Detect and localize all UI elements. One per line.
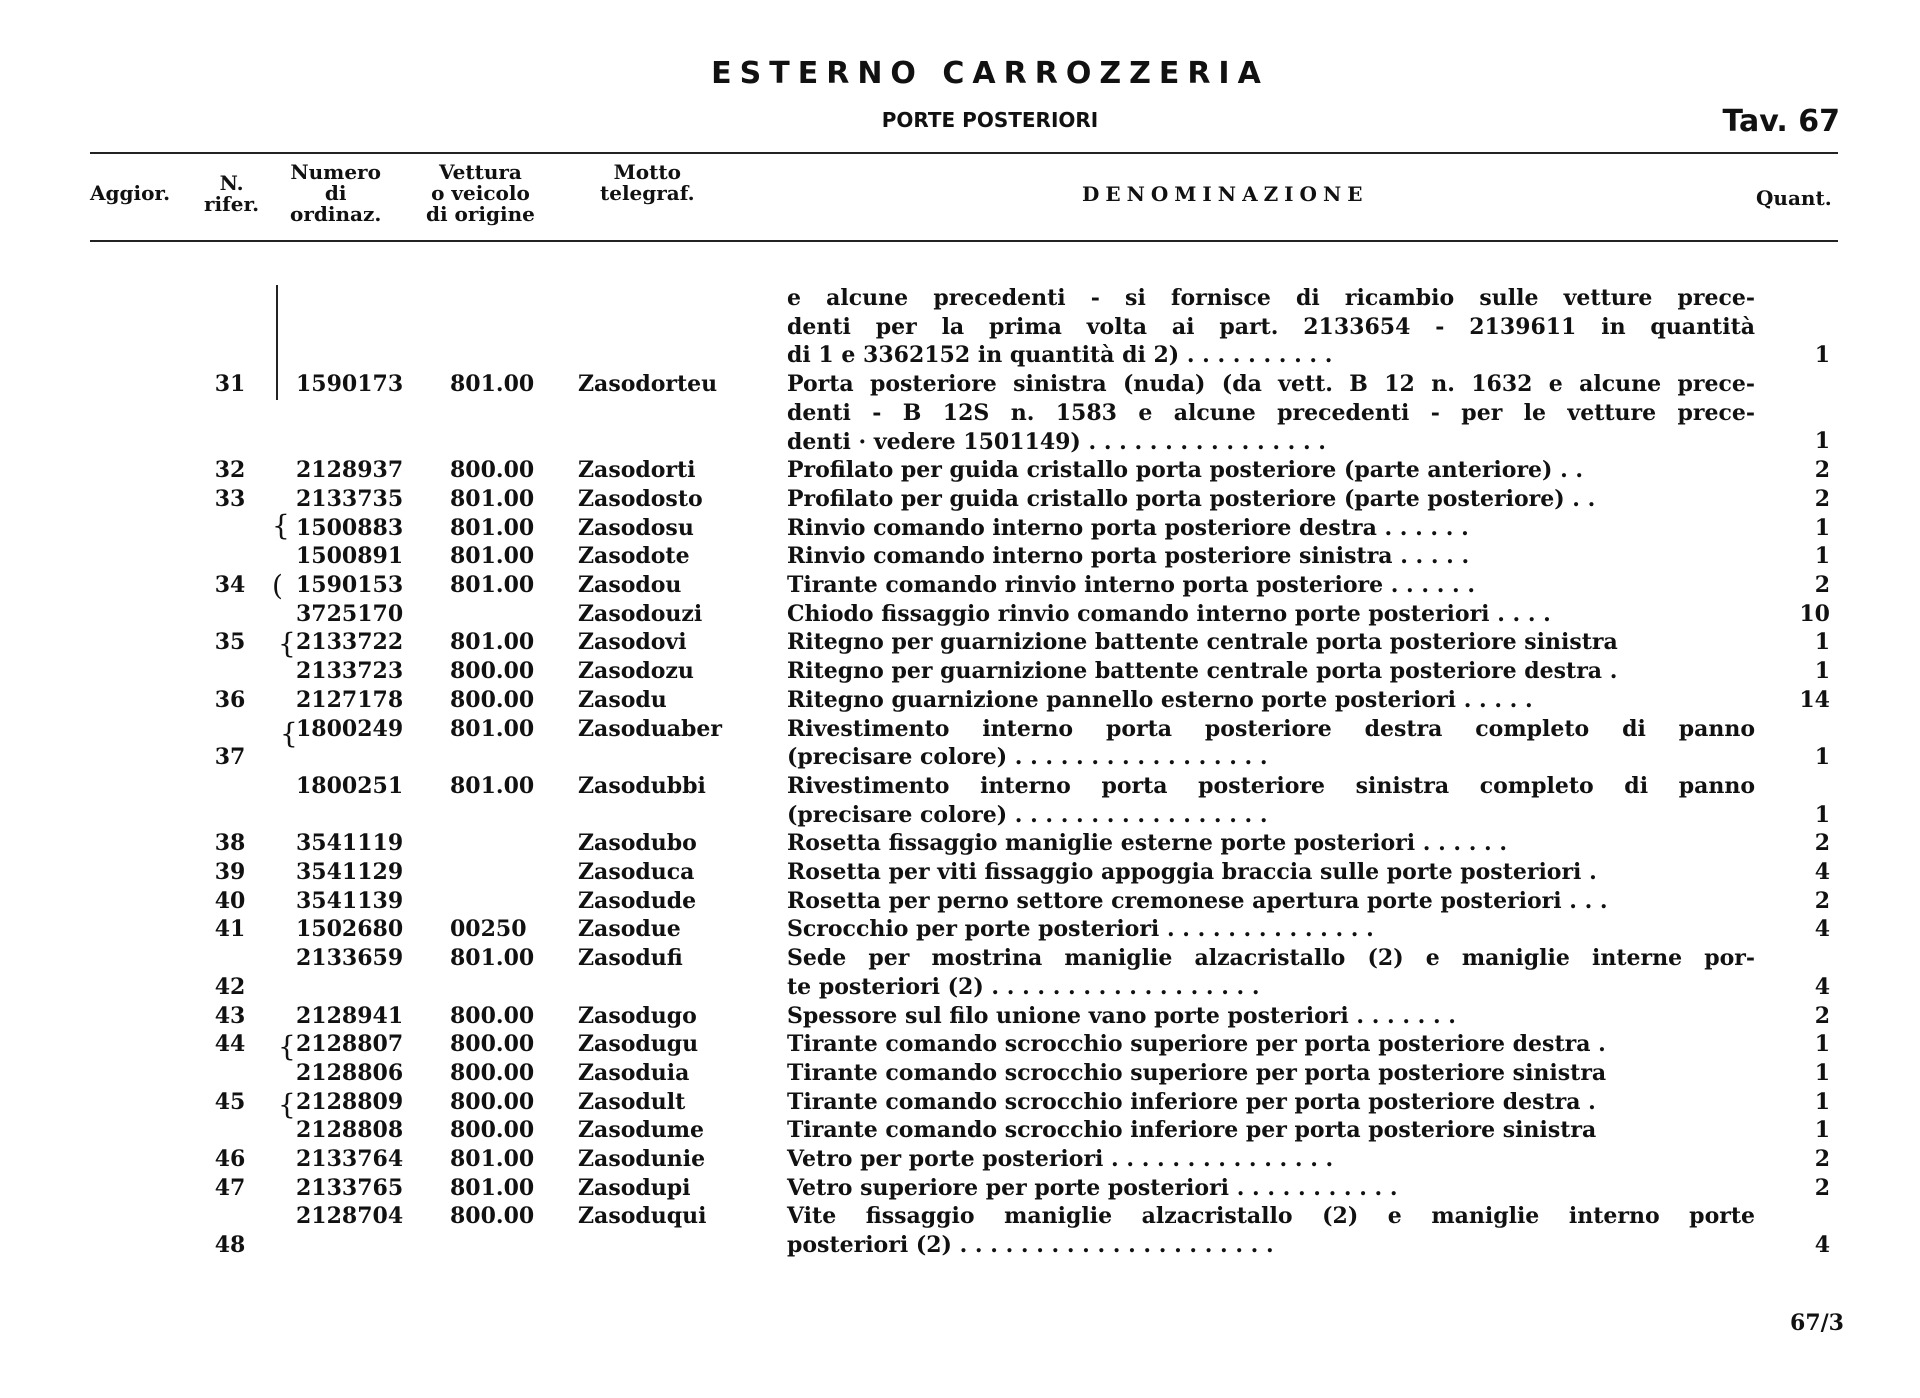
quantity: 1 <box>1814 801 1830 828</box>
vehicle-origin: 801.00 <box>450 485 535 512</box>
bracket-45: { <box>278 1088 296 1121</box>
table-row <box>0 772 1920 829</box>
order-number: 2128809 <box>296 1088 404 1115</box>
telegraph-code: Zasodorti <box>578 457 696 484</box>
page-number: 67/3 <box>1790 1310 1844 1336</box>
quantity: 14 <box>1799 686 1830 713</box>
ref-number: 37 <box>214 744 246 771</box>
vehicle-origin: 00250 <box>450 916 527 943</box>
quantity: 1 <box>1814 658 1830 685</box>
quantity: 2 <box>1814 1174 1830 1201</box>
vehicle-origin: 801.00 <box>450 514 535 541</box>
denomination <box>787 944 1755 1001</box>
telegraph-code: Zasodou <box>578 572 682 598</box>
telegraph-code: Zasodorteu <box>578 371 718 398</box>
table-row <box>0 456 1920 485</box>
quantity: 4 <box>1814 1232 1830 1259</box>
denomination <box>787 485 1755 514</box>
page-subtitle: PORTE POSTERIORI <box>881 108 1099 132</box>
denomination-line: Vite fissaggio maniglie alzacristallo (2) e maniglie interno porte <box>787 1203 1755 1230</box>
ref-number: 48 <box>214 1232 246 1259</box>
quantity: 1 <box>1814 1117 1830 1144</box>
telegraph-code: Zasodupi <box>578 1174 691 1201</box>
telegraph-code: Zasodosu <box>578 514 694 541</box>
denomination-line: e alcune precedenti - si fornisce di ricambio sulle vetture prece- <box>787 285 1755 311</box>
telegraph-code: Zasodue <box>578 916 681 943</box>
quantity: 10 <box>1799 600 1830 627</box>
order-number: 2128704 <box>296 1203 404 1230</box>
vehicle-origin: 801.00 <box>450 945 535 972</box>
ref-number: 46 <box>214 1146 246 1172</box>
header-rule-bottom <box>90 240 1838 242</box>
denomination-line: Chiodo fissaggio rinvio comando interno porte posteriori . . . . <box>787 600 1551 627</box>
quantity: 1 <box>1814 1031 1830 1058</box>
denomination-line: Rosetta per perno settore cremonese apertura porte posteriori . . . <box>787 887 1608 914</box>
denomination-line: posteriori (2) . . . . . . . . . . . . . . . . . . . . . <box>787 1232 1274 1259</box>
denomination <box>787 829 1755 858</box>
bracket-34: { <box>272 509 290 542</box>
denomination <box>787 1002 1755 1031</box>
quantity: 1 <box>1814 629 1830 656</box>
order-number: 3541129 <box>296 859 404 885</box>
page-title: ESTERNO CARROZZERIA <box>711 56 1269 91</box>
ref-number: 41 <box>214 916 246 943</box>
order-number: 2133765 <box>296 1174 404 1201</box>
table-row <box>0 915 1920 944</box>
denomination-line: Rinvio comando interno porta posteriore sinistra . . . . . <box>787 543 1470 570</box>
telegraph-code: Zasodovi <box>578 629 687 656</box>
denomination <box>787 571 1755 600</box>
vehicle-origin: 801.00 <box>450 1146 535 1172</box>
ref-number: 36 <box>214 686 246 713</box>
denomination <box>787 1059 1755 1088</box>
denomination-line: Porta posteriore sinistra (nuda) (da vett. B 12 n. 1632 e alcune prece- <box>787 371 1755 398</box>
denomination <box>787 858 1755 887</box>
table-row <box>0 542 1920 571</box>
ref-number: 47 <box>214 1174 246 1201</box>
telegraph-code: Zasodote <box>578 543 690 570</box>
table-row <box>0 686 1920 715</box>
denomination-line: Rivestimento interno porta posteriore sinistra completo di panno <box>787 772 1755 799</box>
table-row <box>0 1145 1920 1174</box>
denomination-line: (precisare colore) . . . . . . . . . . . . . . . . . <box>787 744 1268 771</box>
denomination <box>787 1174 1755 1203</box>
telegraph-code: Zasodume <box>578 1117 705 1144</box>
ref-number: 35 <box>214 629 246 656</box>
telegraph-code: Zasodufi <box>578 945 683 972</box>
order-number: 3541139 <box>296 887 404 914</box>
table-row <box>0 829 1920 858</box>
quantity: 2 <box>1814 457 1830 484</box>
telegraph-code: Zasodubo <box>578 830 697 857</box>
vehicle-origin: 800.00 <box>450 658 535 685</box>
ref-number: 33 <box>214 485 246 512</box>
denomination-line: Tirante comando scrocchio superiore per porta posteriore sinistra <box>787 1059 1607 1086</box>
denomination <box>787 1202 1755 1259</box>
denomination-line: Rosetta fissaggio maniglie esterne porte posteriori . . . . . . <box>787 830 1508 857</box>
denomination <box>787 1088 1755 1117</box>
telegraph-code: Zasoduia <box>578 1059 690 1086</box>
order-number: 2133659 <box>296 945 404 972</box>
order-number: 2128937 <box>296 457 404 484</box>
telegraph-code: Zasoduaber <box>578 715 722 742</box>
vehicle-origin: 801.00 <box>450 772 535 799</box>
table-label: Tav. 67 <box>1722 104 1840 139</box>
quantity: 2 <box>1814 830 1830 857</box>
denomination-line: Ritegno per guarnizione battente centrale porta posteriore sinistra <box>787 629 1618 656</box>
denomination-line: Tirante comando scrocchio inferiore per porta posteriore destra . <box>787 1088 1596 1115</box>
denomination-line: Tirante comando scrocchio superiore per porta posteriore destra . <box>787 1031 1606 1058</box>
table-row <box>0 657 1920 686</box>
col-vettura: Vettura o veicolo di origine <box>426 160 535 226</box>
telegraph-code: Zasodozu <box>578 658 694 685</box>
col-aggior: Aggior. <box>90 181 171 205</box>
denomination-line: Sede per mostrina maniglie alzacristallo (2) e maniglie interne por- <box>787 945 1755 972</box>
order-number: 1500891 <box>296 543 404 570</box>
telegraph-code: Zasodosto <box>578 485 703 512</box>
vehicle-origin: 800.00 <box>450 1059 535 1086</box>
table-row <box>0 887 1920 916</box>
table-row <box>0 858 1920 887</box>
ref-number: 38 <box>214 830 246 857</box>
vehicle-origin: 801.00 <box>450 572 535 598</box>
ref-number: 44 <box>214 1031 246 1058</box>
denomination <box>787 772 1755 829</box>
vehicle-origin: 800.00 <box>450 1088 535 1115</box>
denomination-line: Scrocchio per porte posteriori . . . . . . . . . . . . . . <box>787 916 1374 943</box>
telegraph-code: Zasodouzi <box>578 600 703 627</box>
denomination <box>787 1145 1755 1174</box>
denomination-line: (precisare colore) . . . . . . . . . . . . . . . . . <box>787 801 1268 828</box>
telegraph-code: Zasodude <box>578 887 697 914</box>
vehicle-origin: 801.00 <box>450 715 535 742</box>
ref-number: 31 <box>214 371 246 398</box>
denomination-line: Tirante comando rinvio interno porta posteriore . . . . . . <box>787 572 1475 598</box>
denomination-line: Rivestimento interno porta posteriore destra completo di panno <box>787 715 1755 742</box>
table-row <box>0 944 1920 1001</box>
denomination <box>787 370 1755 456</box>
denomination <box>787 600 1755 629</box>
telegraph-code: Zasodunie <box>578 1146 706 1172</box>
denomination-line: Profilato per guida cristallo porta posteriore (parte posteriore) . . <box>787 485 1596 512</box>
telegraph-code: Zasodugo <box>578 1002 697 1029</box>
order-number: 2128808 <box>296 1117 404 1144</box>
denomination-line: di 1 e 3362152 in quantità di 2) . . . . . . . . . . <box>787 342 1333 369</box>
quantity: 2 <box>1814 572 1830 598</box>
quantity: 2 <box>1814 887 1830 914</box>
order-number: 2133764 <box>296 1146 404 1172</box>
quantity: 2 <box>1814 485 1830 512</box>
order-number: 2127178 <box>296 686 404 713</box>
quantity: 1 <box>1814 744 1830 771</box>
order-number: 2128941 <box>296 1002 404 1029</box>
order-number: 1800251 <box>296 772 404 799</box>
col-denominazione: DENOMINAZIONE <box>1082 182 1369 206</box>
vehicle-origin: 800.00 <box>450 1031 535 1058</box>
telegraph-code: Zasodu <box>578 686 667 713</box>
ref-number: 43 <box>214 1002 246 1029</box>
order-number: 2133735 <box>296 485 404 512</box>
ref-number: 40 <box>214 887 246 914</box>
denomination <box>787 284 1755 370</box>
table-row <box>0 284 1920 370</box>
telegraph-code: Zasodubbi <box>578 772 706 799</box>
quantity: 1 <box>1814 1088 1830 1115</box>
denomination-line: denti per la prima volta ai part. 2133654 - 2139611 in quantità <box>787 313 1755 340</box>
quantity: 1 <box>1814 1059 1830 1086</box>
quantity: 4 <box>1814 859 1830 885</box>
table-row <box>0 1059 1920 1088</box>
denomination-line: denti - B 12S n. 1583 e alcune precedenti - per le vetture prece- <box>787 399 1755 426</box>
denomination <box>787 686 1755 715</box>
quantity: 1 <box>1814 428 1830 455</box>
denomination <box>787 657 1755 686</box>
telegraph-code: Zasodult <box>578 1088 686 1115</box>
vehicle-origin: 800.00 <box>450 1203 535 1230</box>
table-row <box>0 1002 1920 1031</box>
vehicle-origin: 801.00 <box>450 543 535 570</box>
col-nrif: N. rifer. <box>204 171 260 216</box>
vehicle-origin: 801.00 <box>450 1174 535 1201</box>
denomination-line: Ritegno guarnizione pannello esterno porte posteriori . . . . . <box>787 686 1533 713</box>
table-row <box>0 370 1920 456</box>
order-number: 1500883 <box>296 514 404 541</box>
vehicle-origin: 800.00 <box>450 457 535 484</box>
denomination-line: Vetro per porte posteriori . . . . . . . . . . . . . . . <box>787 1146 1334 1172</box>
denomination-line: Profilato per guida cristallo porta posteriore (parte anteriore) . . <box>787 457 1584 484</box>
denomination <box>787 456 1755 485</box>
denomination-line: Rosetta per viti fissaggio appoggia braccia sulle porte posteriori . <box>787 859 1597 885</box>
bracket-44: { <box>278 1030 296 1063</box>
quantity: 1 <box>1814 543 1830 570</box>
order-number: 2133722 <box>296 629 404 656</box>
table-row <box>0 1174 1920 1203</box>
order-number: 3725170 <box>296 600 404 627</box>
quantity: 4 <box>1814 973 1830 1000</box>
col-numero: Numero di ordinaz. <box>290 160 382 226</box>
order-number: 2128807 <box>296 1031 404 1058</box>
quantity: 2 <box>1814 1002 1830 1029</box>
denomination <box>787 887 1755 916</box>
vehicle-origin: 800.00 <box>450 686 535 713</box>
denomination <box>787 542 1755 571</box>
telegraph-code: Zasoduqui <box>578 1203 707 1230</box>
telegraph-code: Zasoduca <box>578 859 695 885</box>
table-row <box>0 600 1920 629</box>
denomination <box>787 1030 1755 1059</box>
bracket-line-31 <box>276 285 278 400</box>
denomination-line: Vetro superiore per porte posteriori . . . . . . . . . . . <box>787 1174 1398 1201</box>
col-motto: Motto telegraf. <box>600 160 695 205</box>
ref-number: 39 <box>214 859 246 885</box>
order-number: 2133723 <box>296 658 404 685</box>
quantity: 4 <box>1814 916 1830 943</box>
denomination-line: Rinvio comando interno porta posteriore destra . . . . . . <box>787 514 1469 541</box>
bracket-37: { <box>280 717 298 750</box>
denomination-line: Tirante comando scrocchio inferiore per porta posteriore sinistra <box>787 1117 1597 1144</box>
telegraph-code: Zasodugu <box>578 1031 699 1058</box>
header-rule-top <box>90 152 1838 154</box>
ref-number: 45 <box>214 1088 246 1115</box>
denomination-line: te posteriori (2) . . . . . . . . . . . . . . . . . . <box>787 973 1260 1000</box>
ref-number: 34 <box>214 572 246 598</box>
vehicle-origin: 801.00 <box>450 371 535 398</box>
denomination-line: Ritegno per guarnizione battente centrale porta posteriore destra . <box>787 658 1618 685</box>
order-number: 3541119 <box>296 830 404 857</box>
denomination-line: denti · vedere 1501149) . . . . . . . . . . . . . . . . <box>787 428 1326 455</box>
quantity: 1 <box>1814 514 1830 541</box>
bracket-34b: ( <box>272 569 283 602</box>
order-number: 1502680 <box>296 916 404 943</box>
col-quant: Quant. <box>1756 186 1832 210</box>
quantity: 2 <box>1814 1146 1830 1172</box>
order-number: 1590173 <box>296 371 404 398</box>
bracket-35: { <box>278 627 296 660</box>
table-row <box>0 1202 1920 1259</box>
denomination <box>787 915 1755 944</box>
order-number: 1590153 <box>296 572 404 598</box>
vehicle-origin: 800.00 <box>450 1117 535 1144</box>
quantity: 1 <box>1814 342 1830 369</box>
denomination-line: Spessore sul filo unione vano porte posteriori . . . . . . . <box>787 1002 1456 1029</box>
vehicle-origin: 801.00 <box>450 629 535 656</box>
order-number: 2128806 <box>296 1059 404 1086</box>
ref-number: 32 <box>214 457 246 484</box>
vehicle-origin: 800.00 <box>450 1002 535 1029</box>
denomination <box>787 628 1755 657</box>
table-row <box>0 571 1920 600</box>
denomination <box>787 514 1755 543</box>
denomination <box>787 1116 1755 1145</box>
order-number: 1800249 <box>296 715 404 742</box>
ref-number: 42 <box>214 973 246 1000</box>
